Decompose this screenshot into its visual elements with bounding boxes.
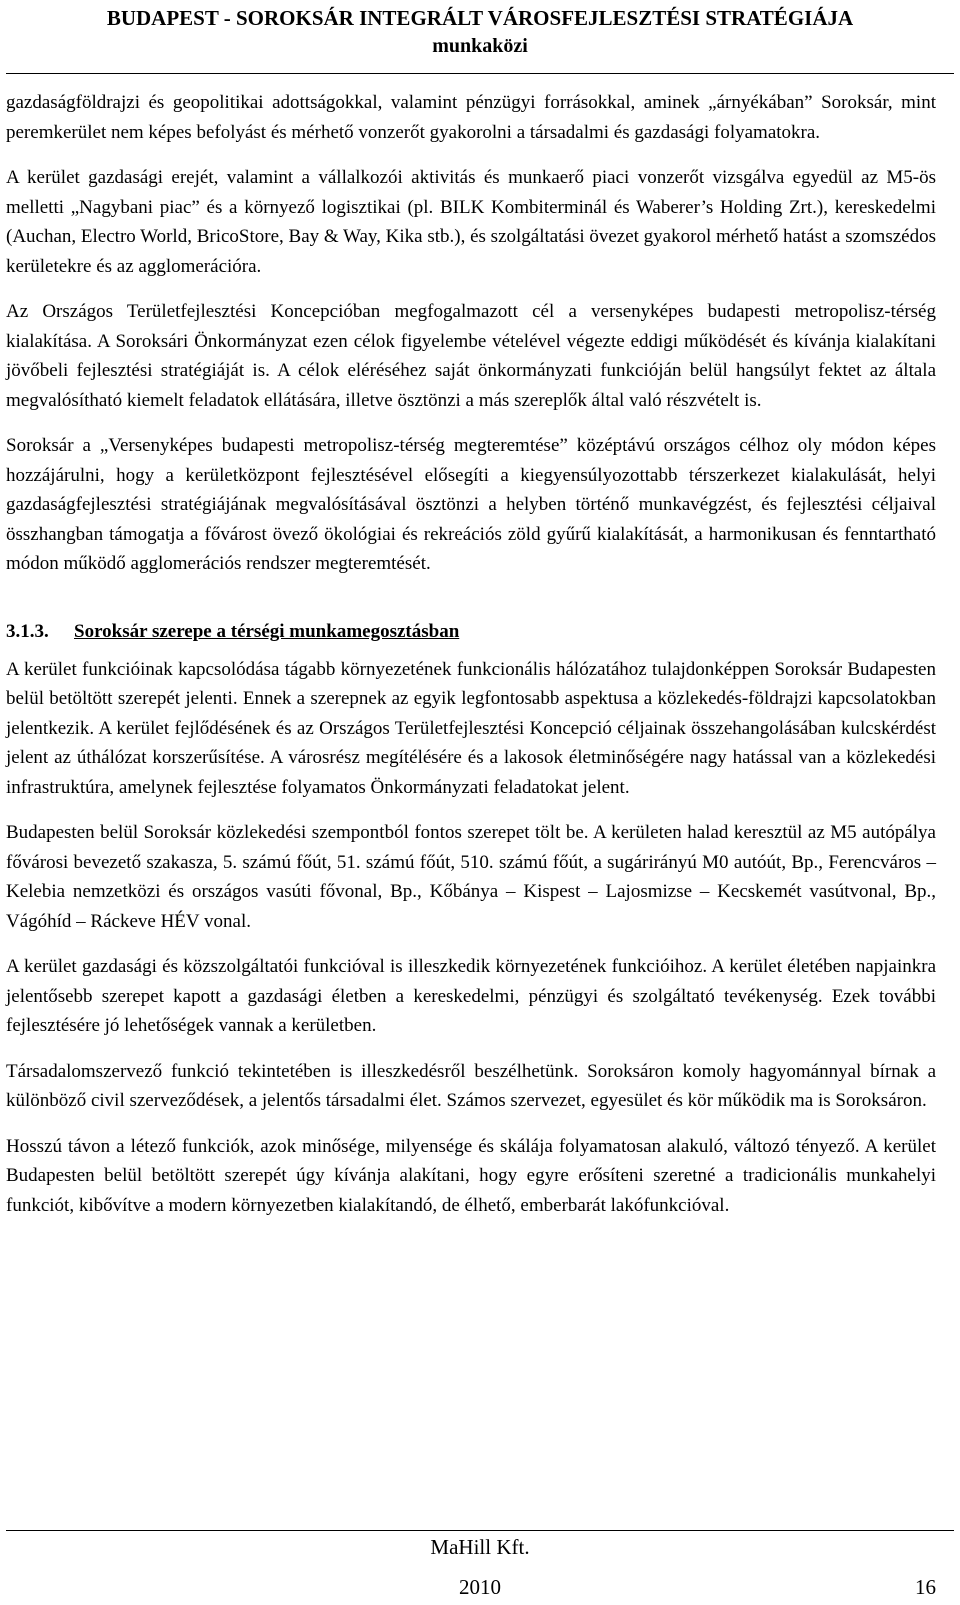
- document-body: [6, 88, 936, 1236]
- header-divider: [6, 73, 954, 74]
- paragraph: A kerület funkcióinak kapcsolódása tágabb környezetének funkcionális hálózatához tulajdonképpen Soroksár Budapesten belül betöltött szerepét jelenti. Ennek a szerepnek az egyik legfontosabb aspektusa a közlekedés-földrajzi kapcsolatokban jelentkezik. A kerület fejlődésének és az Országos Területfejlesztési Koncepció céljainak összehangolásában kulcskérdést jelent az úthálózat korszerűsítése. A városrész megítélésére és a lakosok életminőségére nagy hatással van a közlekedési infrastruktúra, amelynek fejlesztése folyamatos Önkormányzati feladatokat jelent.: [6, 658, 936, 798]
- page-number: 16: [915, 1575, 936, 1599]
- paragraph: A kerület gazdasági erejét, valamint a vállalkozói aktivitás és munkaerő piaci vonzerőt vizsgálva egyedül az M5-ös melletti „Nagybani piac” és a környező logisztikai (pl. BILK Kombiterminál és Waberer’s Holding Zrt.), kereskedelmi (Auchan, Electro World, BricoStore, Bay & Way, Kika stb.), és szolgáltatási övezet gyakorol mérhető hatást a szomszédos kerületekre és az agglomerációra.: [6, 167, 936, 277]
- header-subtitle: munkaközi: [432, 35, 528, 57]
- paragraph: Budapesten belül Soroksár közlekedési szempontból fontos szerepet tölt be. A kerületen halad keresztül az M5 autópálya fővárosi bevezető szakasza, 5. számú főút, 51. számú főút, 510. számú főút, a sugárirányú M0 autóút, Bp., Ferencváros – Kelebia nemzetközi és országos vasúti fővonal, Bp., Kőbánya – Kispest – Lajosmizse – Kecskemét vasútvonal, Bp., Vágóhíd – Ráckeve HÉV vonal.: [6, 822, 936, 932]
- footer-company: MaHill Kft.: [430, 1535, 530, 1559]
- footer-year: 2010: [459, 1575, 501, 1599]
- paragraph: gazdaságföldrajzi és geopolitikai adottságokkal, valamint pénzügyi forrásokkal, aminek „árnyékában” Soroksár, mint peremkerület nem képes befolyást és mérhető vonzerőt gyakorolni a társadalmi és gazdasági folyamatokra.: [6, 92, 936, 143]
- paragraph: Az Országos Területfejlesztési Koncepcióban megfogalmazott cél a versenyképes budapesti metropolisz-térség kialakítása. A Soroksári Önkormányzat ezen célok figyelembe vételével végezte eddigi működését és kívánja kialakítani jövőbeli fejlesztési stratégiáját is. A célok eléréséhez saját önkormányzati funkcióján belül hangsúlyt fektet az általa megvalósítható kiemelt feladatok ellátására, illetve ösztönzi a más szereplők által való részvételt is.: [6, 301, 936, 411]
- section-heading: [6, 617, 936, 646]
- paragraph: Soroksár a „Versenyképes budapesti metropolisz-térség megteremtése” középtávú országos célhoz oly módon képes hozzájárulni, hogy a kerületközpont fejlesztésével elősegíti a kiegyensúlyozottabb térszerkezet kialakulását, helyi gazdaságfejlesztési stratégiájának megvalósításával ösztönzi a helyben történő munkavégzést, és fejlesztési céljaival összhangban támogatja a fővárost övező ökológiai és rekreációs zöld gyűrű kialakítását, a harmonikusan és fenntartható módon működő agglomerációs rendszer megteremtését.: [6, 435, 936, 574]
- header-title: BUDAPEST - SOROKSÁR INTEGRÁLT VÁROSFEJLESZTÉSI STRATÉGIÁJA: [106, 6, 854, 30]
- paragraph: Társadalomszervező funkció tekintetében is illeszkedésről beszélhetünk. Soroksáron komoly hagyománnyal bírnak a különböző civil szerveződések, a jelentős társadalmi élet. Számos szervezet, egyesület és kör működik ma is Soroksáron.: [6, 1060, 936, 1111]
- paragraph: A kerület gazdasági és közszolgáltatói funkcióval is illeszkedik környezetének funkcióihoz. A kerület életében napjainkra jelentősebb szerepet kapott a gazdasági életben a kereskedelmi, pénzügyi és szolgáltató tevékenység. Ezek további fejlesztésére jó lehetőségek vannak a kerületben.: [6, 956, 936, 1036]
- footer-divider: [6, 1530, 954, 1531]
- section-title: Soroksár szerepe a térségi munkamegosztásban: [74, 620, 460, 642]
- section-number: 3.1.3.: [6, 620, 49, 642]
- paragraph: Hosszú távon a létező funkciók, azok minősége, milyensége és skálája folyamatosan alakuló, változó tényező. A kerület Budapesten belül betöltött szerepét úgy kívánja alakítani, hogy egyre erősíteni szeretné a tradicionális munkahelyi funkciót, kibővítve a modern környezetben kialakítandó, de élhető, emberbarát lakófunkcióval.: [6, 1135, 936, 1216]
- page-header: [0, 4, 960, 60]
